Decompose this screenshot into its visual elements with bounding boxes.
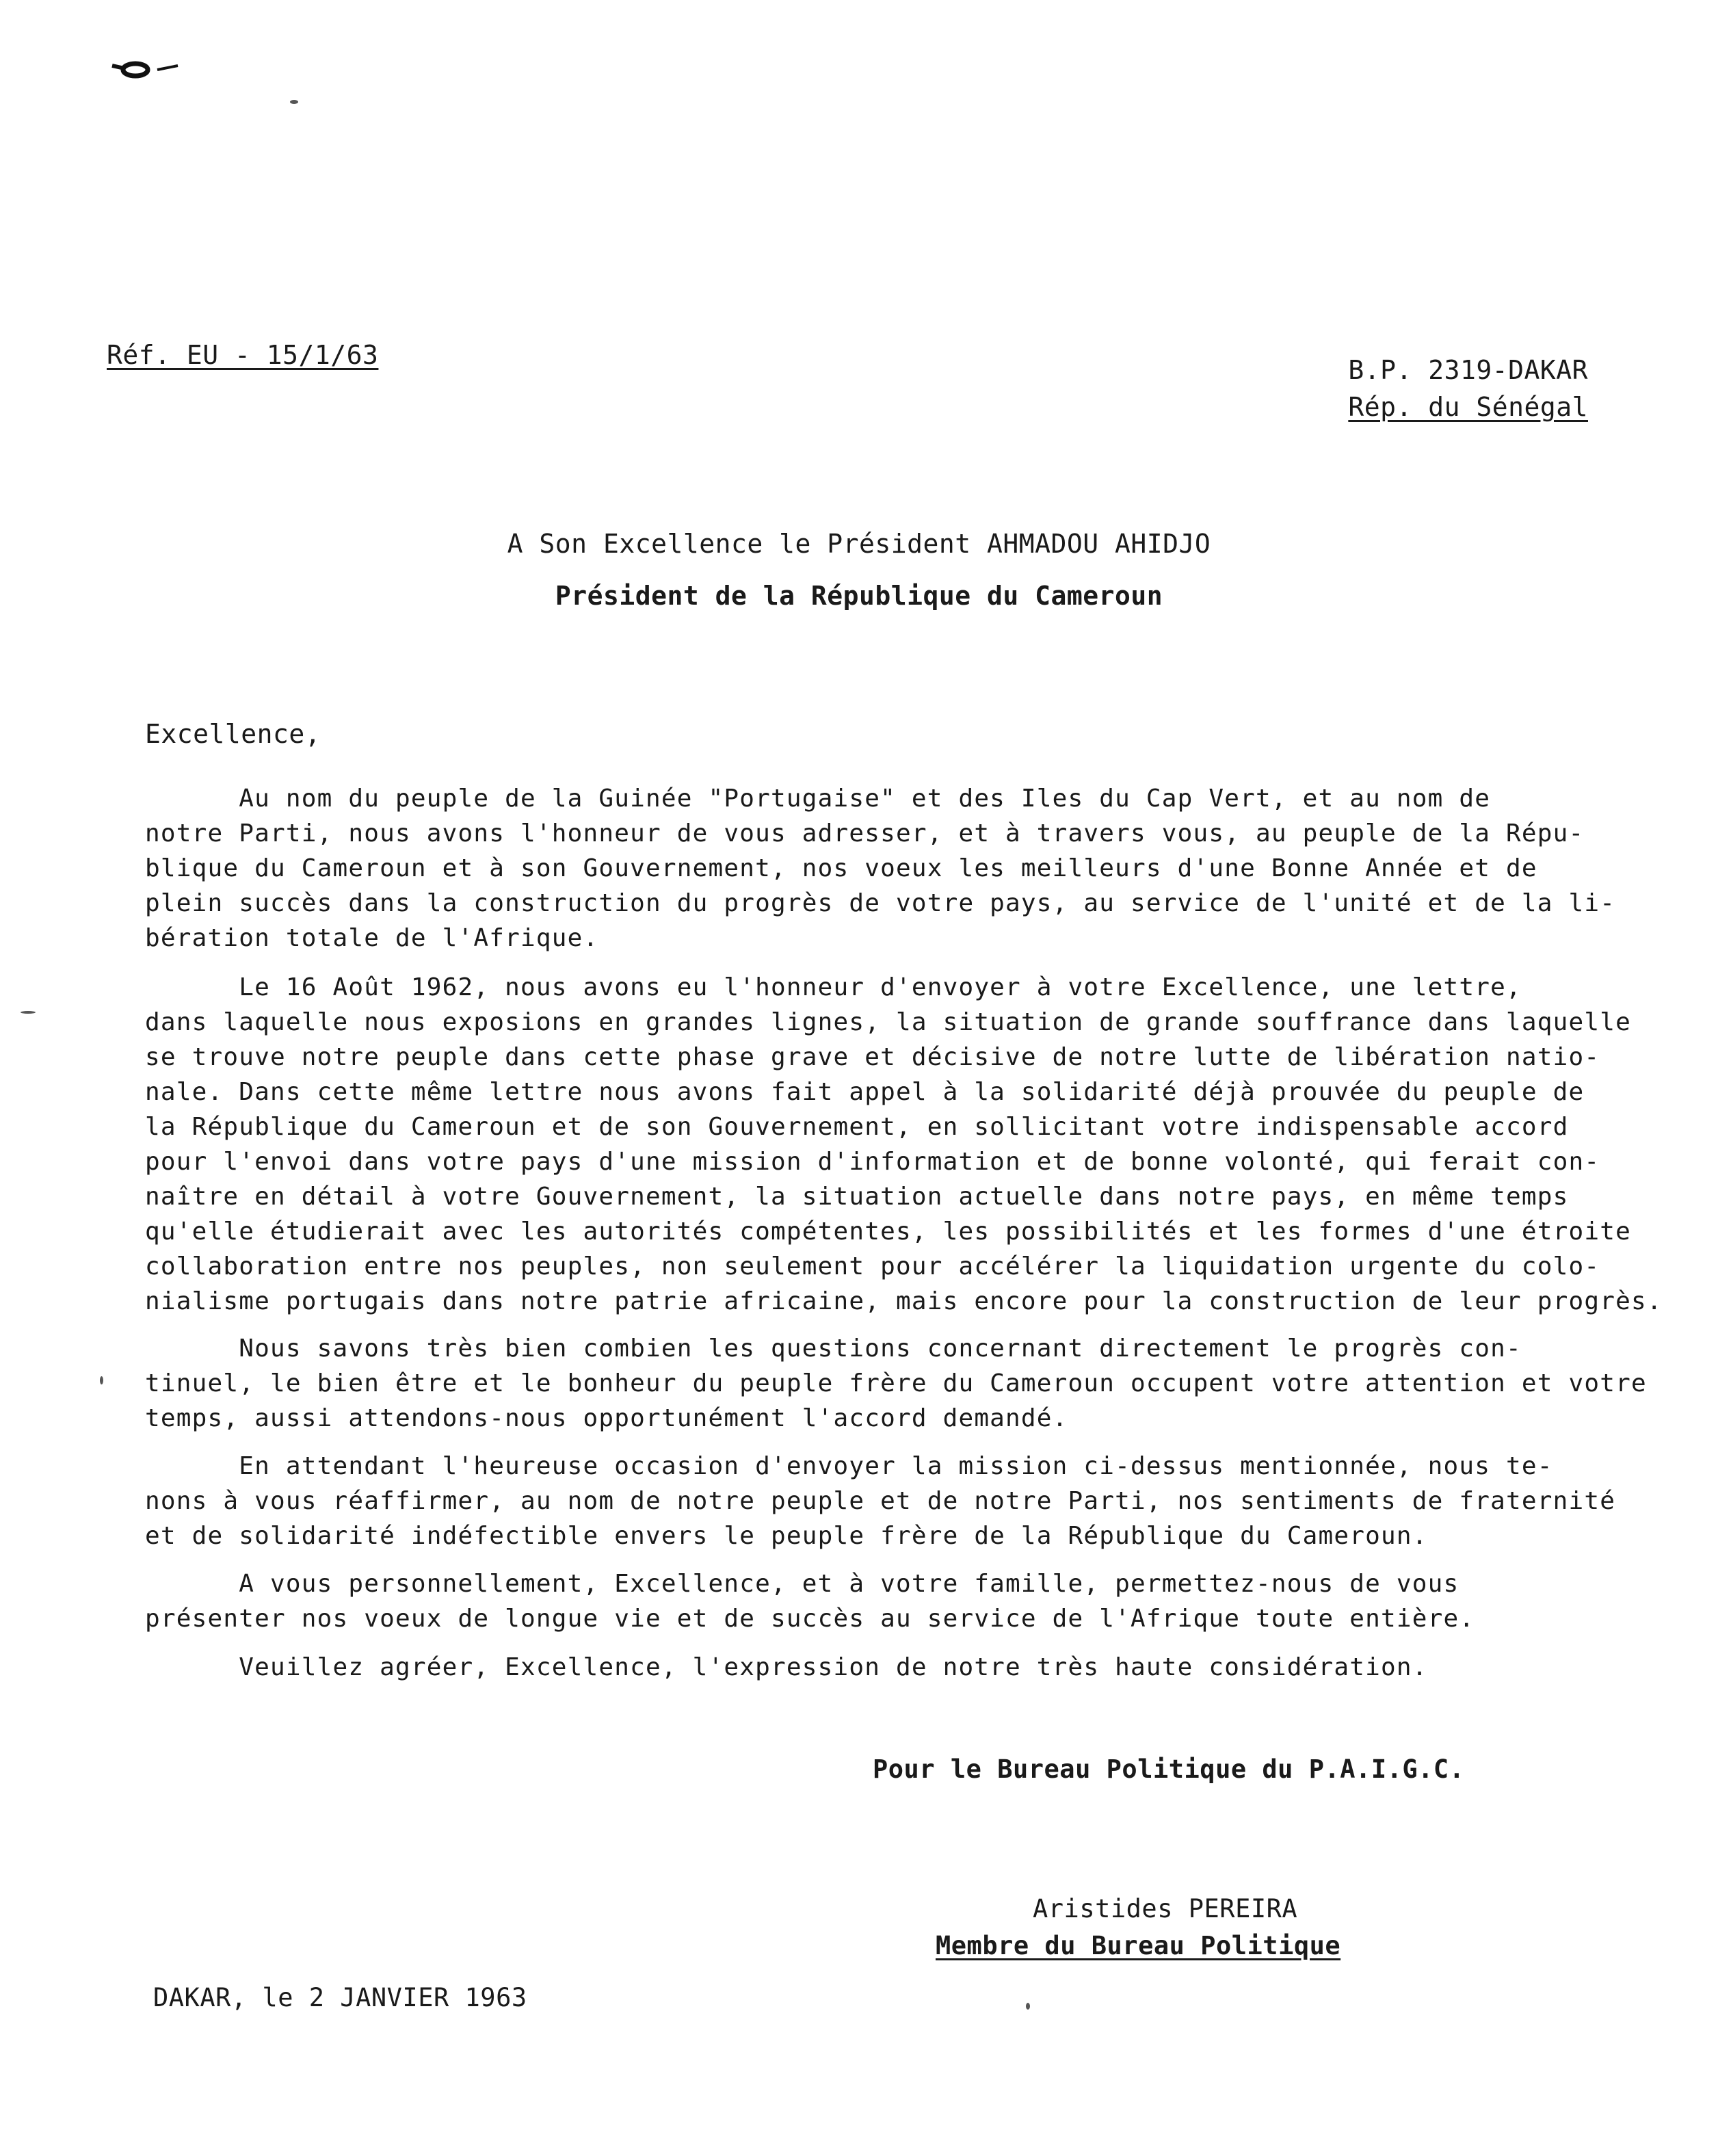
paragraph-line: la République du Cameroun et de son Gouvernement, en sollicitant votre indispensable accord: [145, 1113, 1569, 1141]
paragraph-line: Au nom du peuple de la Guinée "Portugaise" et des Iles du Cap Vert, et au nom de: [145, 785, 1491, 813]
paragraph-line: temps, aussi attendons-nous opportunément l'accord demandé.: [145, 1404, 1068, 1432]
speck: [290, 100, 298, 104]
paragraph-line: Veuillez agréer, Excellence, l'expression de notre très haute considération.: [145, 1653, 1428, 1681]
speck: [21, 1011, 36, 1014]
place-and-date: DAKAR, le 2 JANVIER 1963: [153, 1983, 527, 2012]
paragraph-line: nale. Dans cette même lettre nous avons fait appel à la solidarité déjà prouvée du peuple de: [145, 1078, 1585, 1106]
paragraph-line: nons à vous réaffirmer, au nom de notre peuple et de notre Parti, nos sentiments de fraternité: [145, 1487, 1616, 1515]
body-paragraph: [145, 1566, 1691, 1636]
paragraph-line: qu'elle étudierait avec les autorités compétentes, les possibilités et les formes d'une étroite: [145, 1218, 1632, 1246]
address-country: Rép. du Sénégal: [1348, 392, 1588, 422]
body-paragraph: [145, 970, 1691, 1319]
paragraph-line: Le 16 Août 1962, nous avons eu l'honneur d'envoyer à votre Excellence, une lettre,: [145, 973, 1522, 1001]
paragraph-line: tinuel, le bien être et le bonheur du peuple frère du Cameroun occupent votre attention et votre: [145, 1369, 1647, 1397]
speck: [100, 1376, 103, 1384]
salutation: Excellence,: [145, 719, 321, 749]
paragraph-line: et de solidarité indéfectible envers le peuple frère de la République du Cameroun.: [145, 1522, 1428, 1550]
reference-number: Réf. EU - 15/1/63: [107, 340, 379, 370]
body-paragraph: [145, 1449, 1691, 1553]
speck: [1026, 2003, 1030, 2010]
recipient-line-2: Président de la République du Cameroun: [555, 581, 1163, 611]
paragraph-line: bération totale de l'Afrique.: [145, 924, 599, 952]
body-paragraph: [145, 1331, 1691, 1436]
signatory-name: Aristides PEREIRA: [1033, 1894, 1298, 1923]
scribble-mark: [109, 56, 191, 83]
paragraph-line: nialisme portugais dans notre patrie africaine, mais encore pour la construction de leur progrès.: [145, 1287, 1663, 1315]
body-paragraph: [145, 1650, 1691, 1685]
on-behalf-line: Pour le Bureau Politique du P.A.I.G.C.: [873, 1754, 1465, 1784]
paragraph-line: plein succès dans la construction du progrès de votre pays, au service de l'unité et de la li-: [145, 889, 1616, 917]
paragraph-line: naître en détail à votre Gouvernement, la situation actuelle dans notre pays, en même temps: [145, 1183, 1569, 1211]
address-po-box: B.P. 2319-DAKAR: [1348, 355, 1588, 385]
paragraph-line: se trouve notre peuple dans cette phase grave et décisive de notre lutte de libération natio-: [145, 1043, 1600, 1071]
paragraph-line: Nous savons très bien combien les questions concernant directement le progrès con-: [145, 1335, 1522, 1363]
paragraph-line: présenter nos voeux de longue vie et de succès au service de l'Afrique toute entière.: [145, 1605, 1475, 1633]
paragraph-line: En attendant l'heureuse occasion d'envoyer la mission ci-dessus mentionnée, nous te-: [145, 1452, 1553, 1480]
signatory-title: Membre du Bureau Politique: [936, 1931, 1341, 1960]
paragraph-line: A vous personnellement, Excellence, et à votre famille, permettez-nous de vous: [145, 1570, 1459, 1598]
recipient-line-1: A Son Excellence le Président AHMADOU AHIDJO: [507, 529, 1211, 559]
paragraph-line: pour l'envoi dans votre pays d'une mission d'information et de bonne volonté, qui ferait con-: [145, 1148, 1600, 1176]
paragraph-line: notre Parti, nous avons l'honneur de vous adresser, et à travers vous, au peuple de la Répu-: [145, 819, 1585, 847]
paragraph-line: dans laquelle nous exposions en grandes lignes, la situation de grande souffrance dans laquelle: [145, 1008, 1632, 1036]
paragraph-line: collaboration entre nos peuples, non seulement pour accélérer la liquidation urgente du colo-: [145, 1252, 1600, 1280]
paragraph-line: blique du Cameroun et à son Gouvernement, nos voeux les meilleurs d'une Bonne Année et de: [145, 854, 1537, 882]
body-paragraph: [145, 781, 1691, 956]
